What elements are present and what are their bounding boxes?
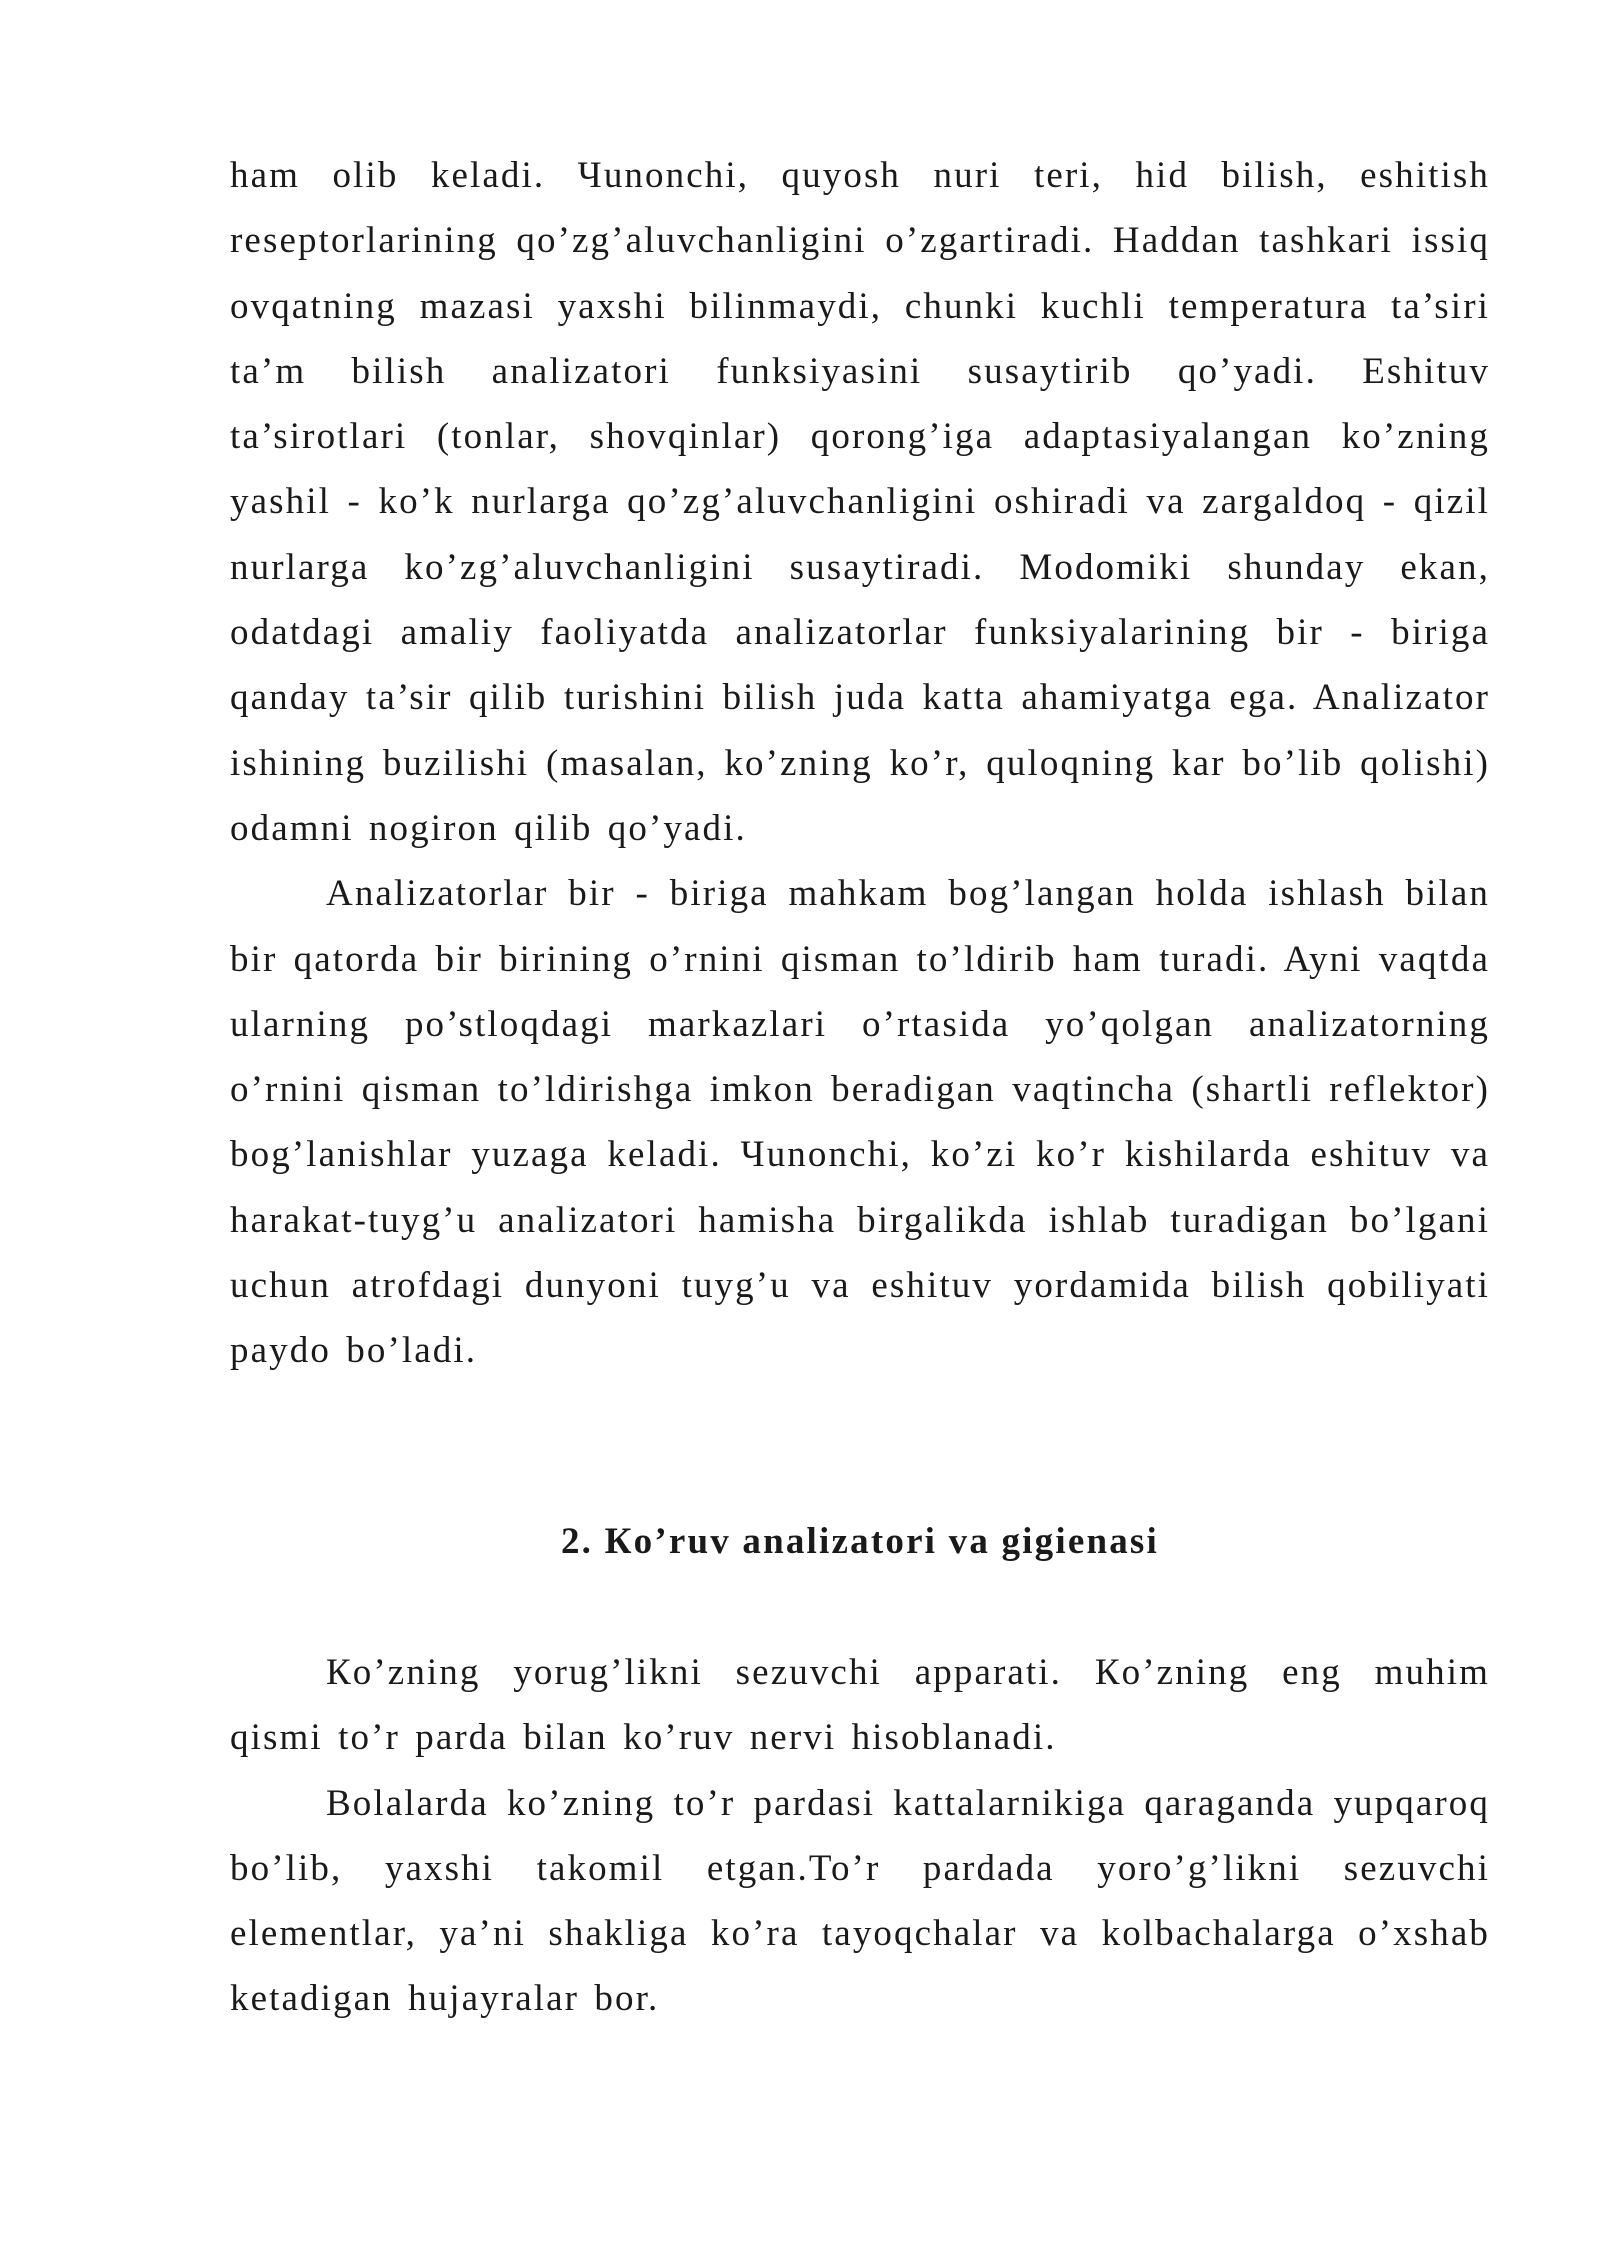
- body-text-lower: [230, 1640, 1490, 2032]
- body-text-upper: [230, 143, 1490, 1384]
- paragraph-children-retina: Bolalarda ko’zning to’r pardasi kattalarnikiga qaraganda yupqaroq bo’lib, yaxshi takomil etgan.To’r pardada yoro’g’likni sezuvchi elementlar, ya’ni shakliga ko’ra tayoqchalar va kolbachalarga o’xshab ketadigan hujayralar bor.: [230, 1782, 1490, 2020]
- paragraph-analyzer-compensation: Analizatorlar bir - biriga mahkam bog’langan holda ishlash bilan bir qatorda bir birining o’rnini qisman to’ldirib ham turadi. Ayni vaqtda ularning po’stloqdagi markazlari o’rtasida yo’qolgan analizatorning o’rnini qisman to’ldirishga imkon beradigan vaqtincha (shartli reflektor) bog’lanishlar yuzaga keladi. Чunonchi, ko’zi ko’r kishilarda eshituv va harakat-tuyg’u analizatori hamisha birgalikda ishlab turadigan bo’lgani uchun atrofdagi dunyoni tuyg’u va eshituv yordamida bilish qobiliyati paydo bo’ladi.: [230, 873, 1490, 1372]
- paragraph-eye-apparatus: Кo’zning yorug’likni sezuvchi apparati. Кo’zning eng muhim qismi to’r parda bilan ko’ruv nervi hisoblanadi.: [230, 1652, 1490, 1759]
- section-heading: 2. Кo’ruv analizatori va gigienasi: [560, 1521, 1160, 1562]
- paragraph-analyzer-interaction: ham olib keladi. Чunonchi, quyosh nuri teri, hid bilish, eshitish reseptorlarining qo’zg’aluvchanligini o’zgartiradi. Haddan tashkari issiq ovqatning mazasi yaxshi bilinmaydi, chunki kuchli temperatura ta’siri ta’m bilish analizatori funksiyasini susaytirib qo’yadi. Eshituv ta’sirotlari (tonlar, shovqinlar) qorong’iga adaptasiyalangan ko’zning yashil - ko’k nurlarga qo’zg’aluvchanligini oshiradi va zargaldoq - qizil nurlarga ko’zg’aluvchanligini susaytiradi. Modomiki shunday ekan, odatdagi amaliy faoliyatda analizatorlar funksiyalarining bir - biriga qanday ta’sir qilib turishini bilish juda katta ahamiyatga ega. Analizator ishining buzilishi (masalan, ko’zning ko’r, quloqning kar bo’lib qolishi) odamni nogiron qilib qo’yadi.: [230, 155, 1490, 849]
